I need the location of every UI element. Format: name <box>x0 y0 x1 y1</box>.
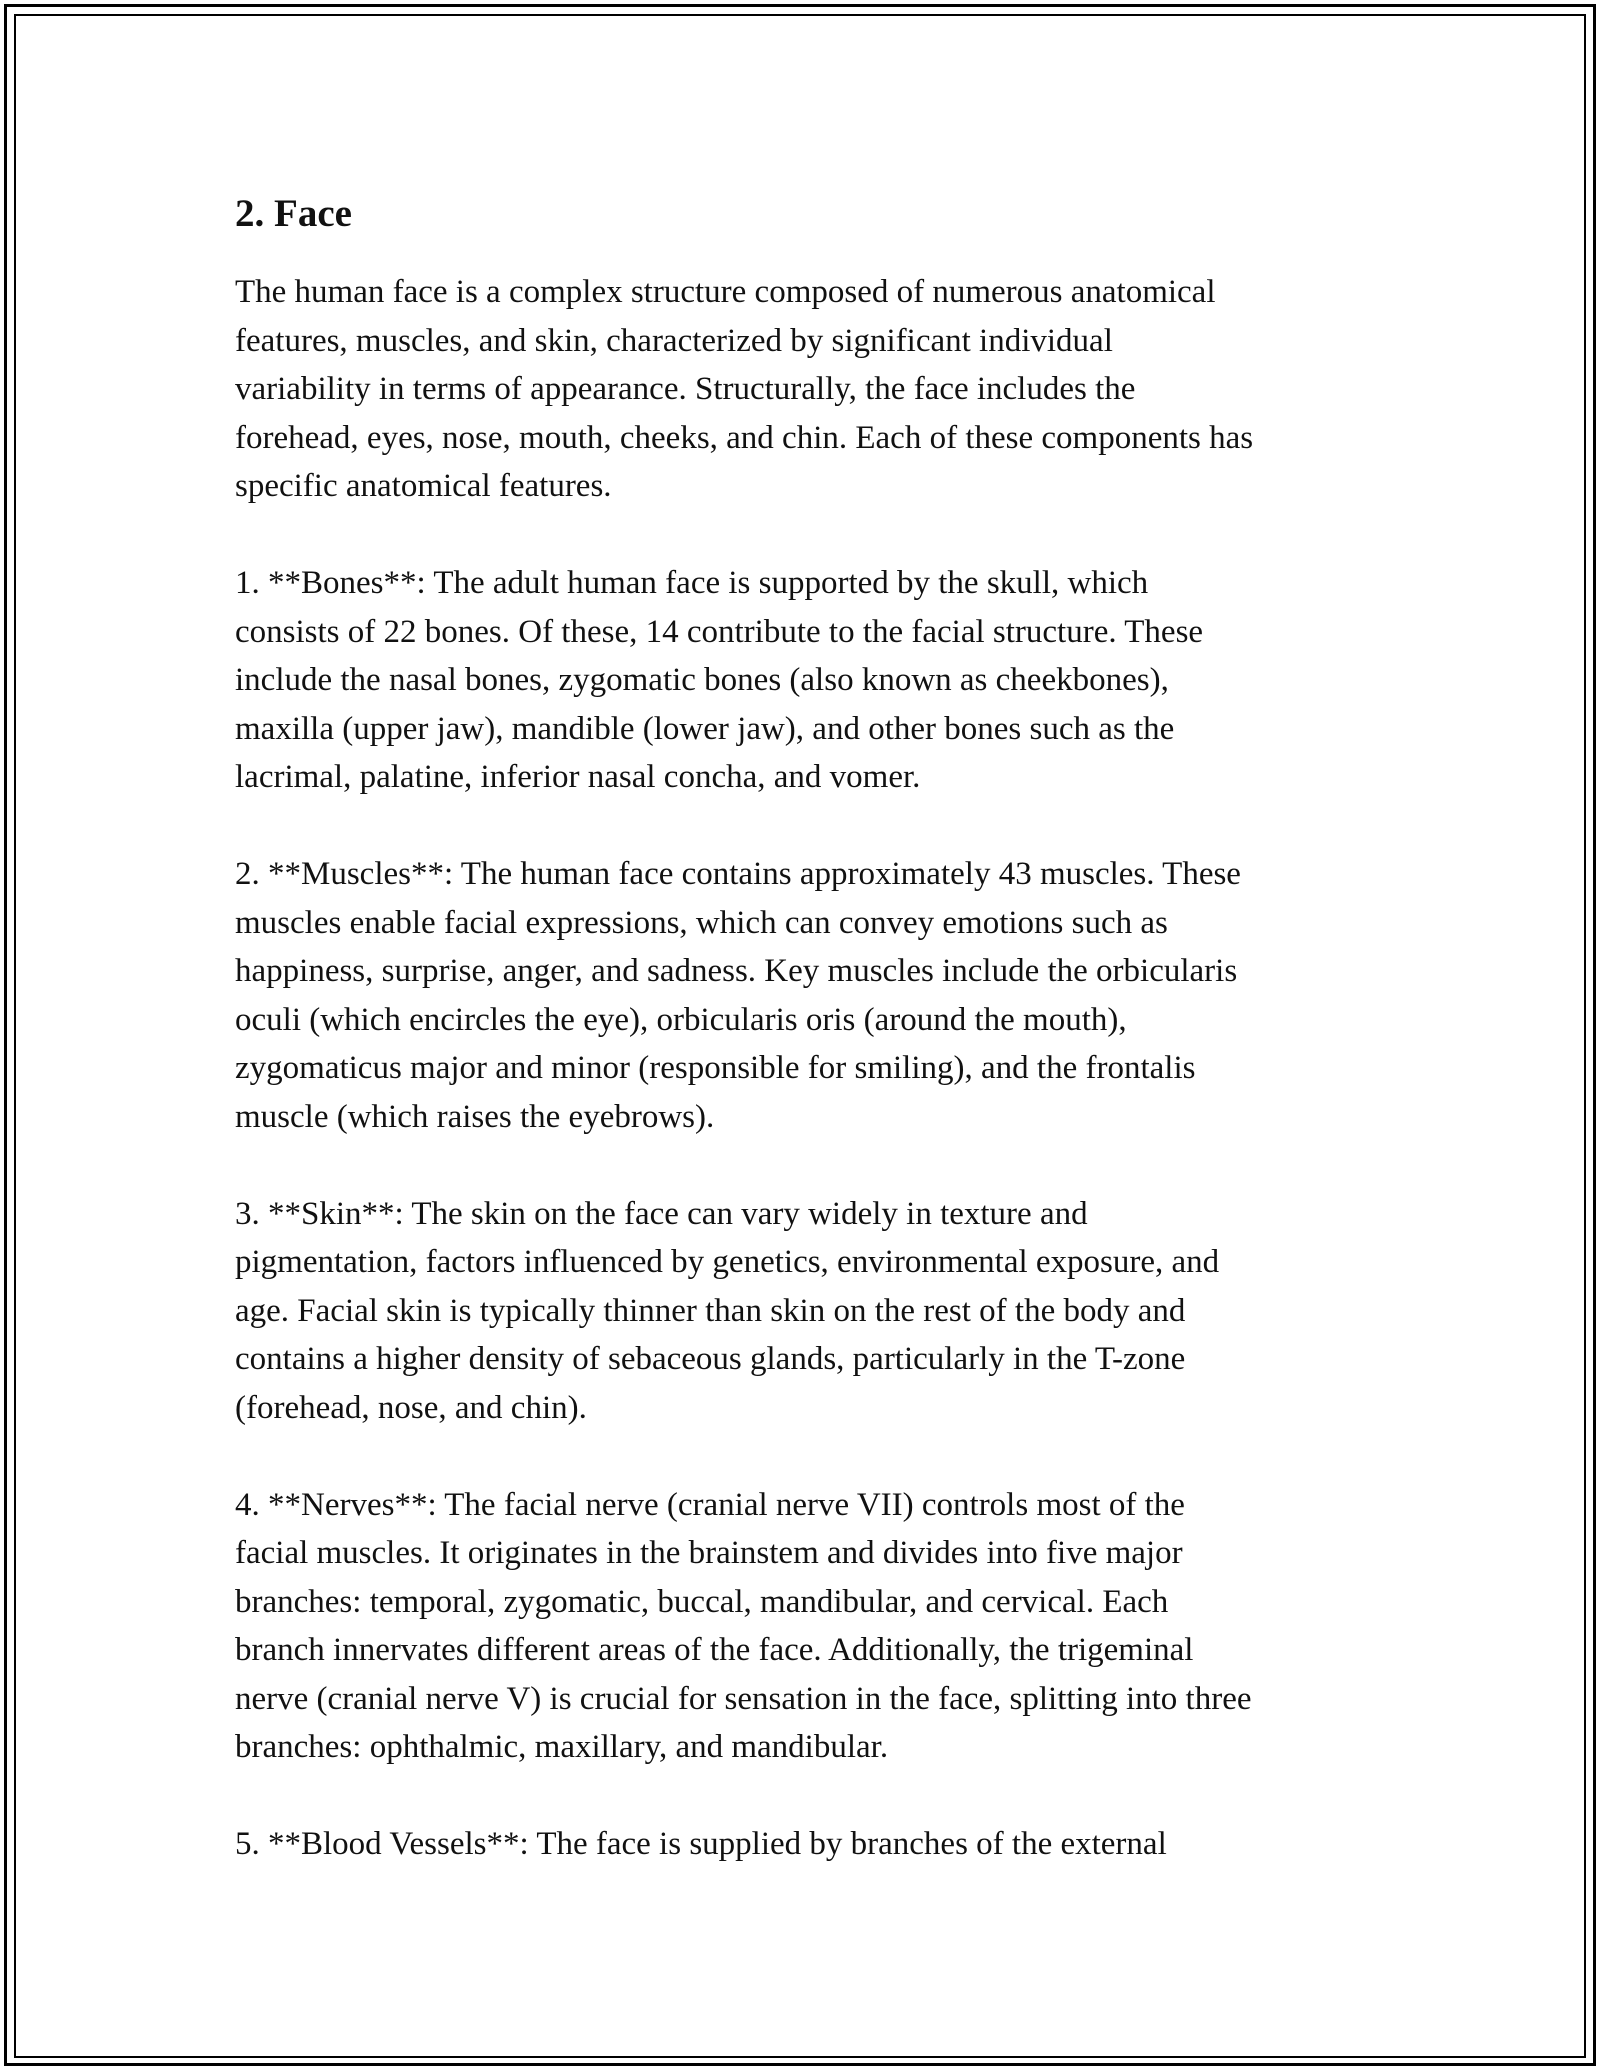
muscles-paragraph: 2. **Muscles**: The human face contains approximately 43 muscles. These muscles enable facial expressions, which can convey emotions such as happiness, surprise, anger, and sadness. Key muscles include the orbicularis oculi (which encircles the eye), orbicularis oris (around the mouth), zygomaticus major and minor (responsible for smiling), and the frontalis muscle (which raises the eyebrows). <box>235 856 1241 1135</box>
skin-paragraph: 3. **Skin**: The skin on the face can vary widely in texture and pigmentation, factors influenced by genetics, environmental exposure, and age. Facial skin is typically thinner than skin on the rest of the body and contains a higher density of sebaceous glands, particularly in the T-zone (forehead, nose, and chin). <box>235 1195 1220 1426</box>
section-heading: 2. Face <box>235 192 352 235</box>
intro-paragraph: The human face is a complex structure composed of numerous anatomical features, muscles, and skin, characterized by significant individual variability in terms of appearance. Structurally, the face includes the forehead, eyes, nose, mouth, cheeks, and chin. Each of these components has specific anatomical features. <box>235 274 1254 504</box>
blood-vessels-paragraph: 5. **Blood Vessels**: The face is supplied by branches of the external <box>235 1826 1167 1862</box>
bones-paragraph: 1. **Bones**: The adult human face is supported by the skull, which consists of 22 bones. Of these, 14 contribute to the facial structure. These include the nasal bones, zygomatic bones (also known as cheekbones), maxilla (upper jaw), mandible (lower jaw), and other bones such as the lacrimal, palatine, inferior nasal concha, and vomer. <box>235 565 1204 795</box>
nerves-paragraph: 4. **Nerves**: The facial nerve (cranial nerve VII) controls most of the facial muscles. It originates in the brainstem and divides into five major branches: temporal, zygomatic, buccal, mandibular, and cervical. Each branch innervates different areas of the face. Additionally, the trigeminal nerve (cranial nerve V) is crucial for sensation in the face, splitting into three branches: ophthalmic, maxillary, and mandibular. <box>235 1486 1252 1765</box>
document-body <box>235 188 1375 1869</box>
